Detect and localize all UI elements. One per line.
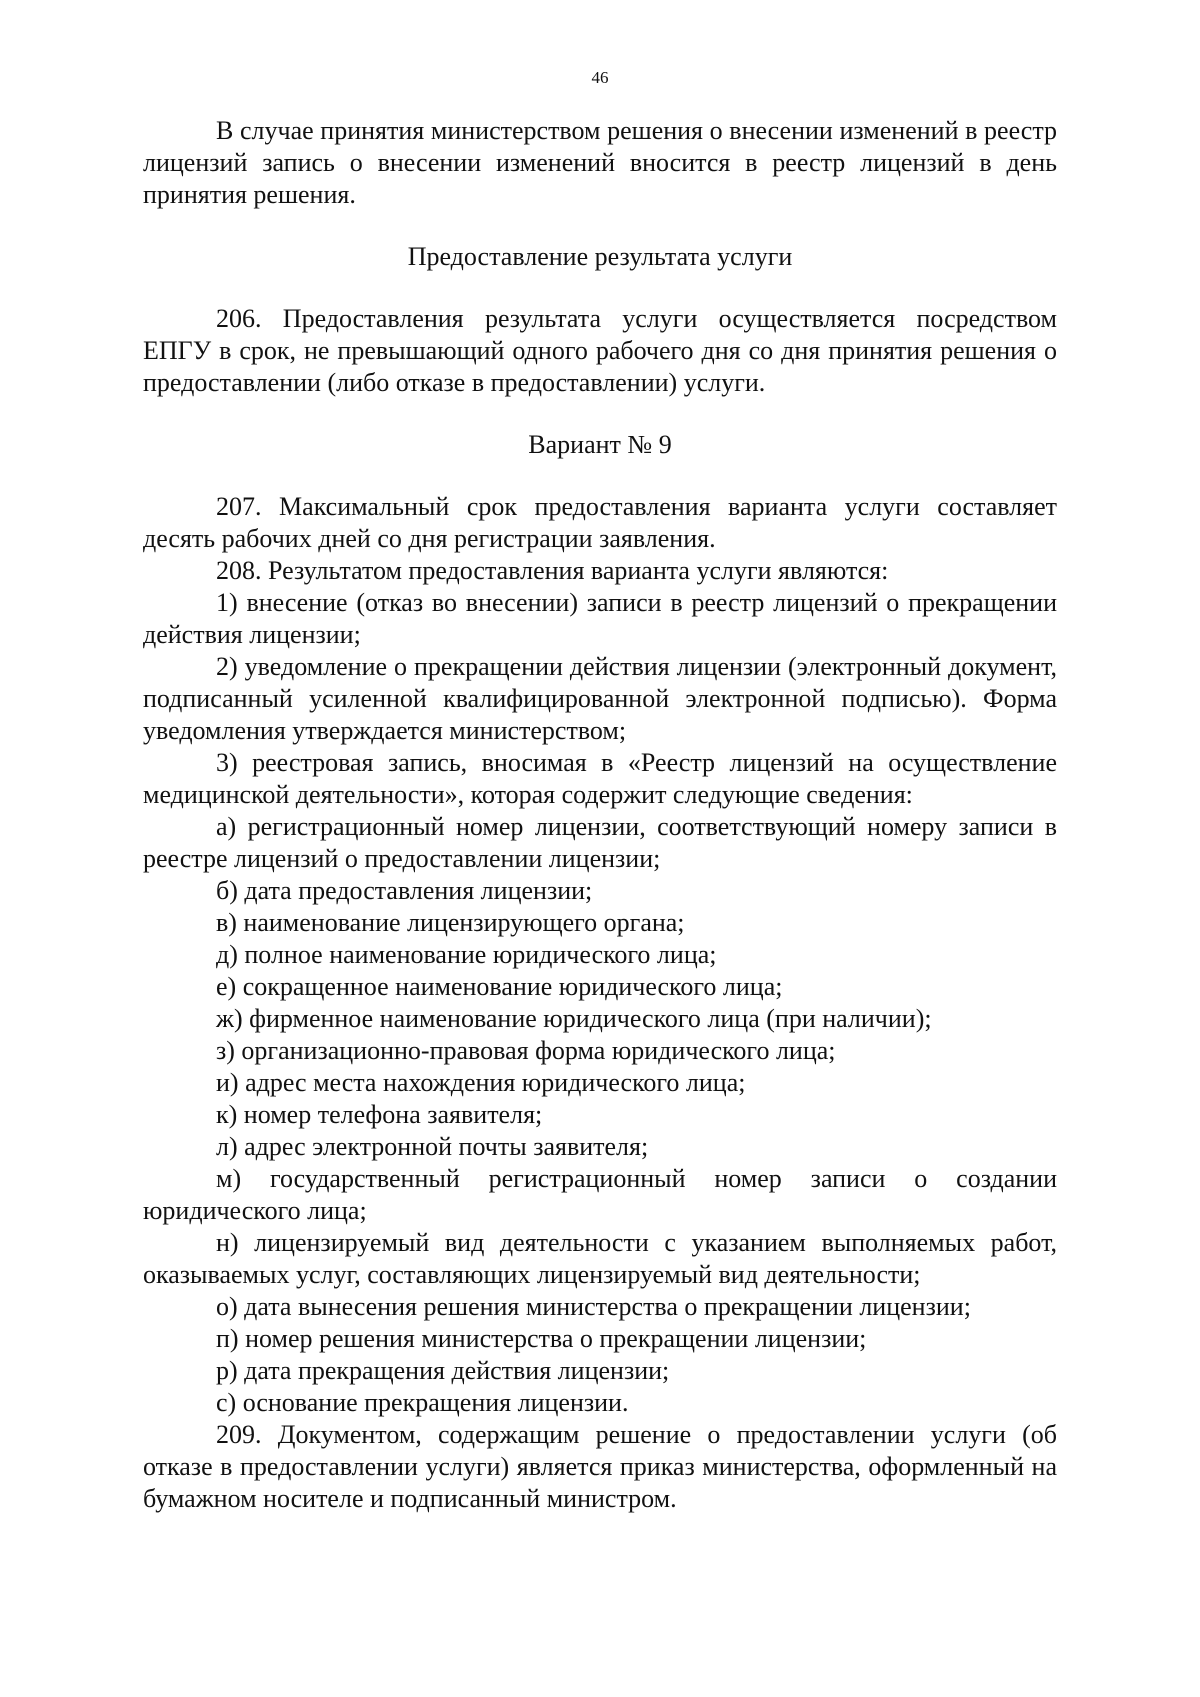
- paragraph-208-item-3: 3) реестровая запись, вносимая в «Реестр лицензий на осуществление медицинской деятельности», которая содержит следующие сведения:: [143, 748, 1057, 809]
- list-item-o: о) дата вынесения решения министерства о прекращении лицензии;: [216, 1292, 971, 1321]
- paragraph-208-item-1: 1) внесение (отказ во внесении) записи в реестр лицензий о прекращении действия лицензии;: [143, 588, 1057, 649]
- paragraph-208-item-2: 2) уведомление о прекращении действия лицензии (электронный документ, подписанный усиленной квалифицированной электронной подписью). Форма уведомления утверждается министерством;: [143, 652, 1057, 745]
- list-item-m: м) государственный регистрационный номер записи о создании юридического лица;: [143, 1164, 1057, 1225]
- paragraph-209: 209. Документом, содержащим решение о предоставлении услуги (об отказе в предоставлении услуги) является приказ министерства, оформленный на бумажном носителе и подписанный министром.: [143, 1420, 1057, 1513]
- list-item-a: а) регистрационный номер лицензии, соответствующий номеру записи в реестре лицензий о предоставлении лицензии;: [143, 812, 1057, 873]
- list-item-b: б) дата предоставления лицензии;: [216, 876, 593, 905]
- list-item-i: и) адрес места нахождения юридического лица;: [216, 1068, 746, 1097]
- list-item-d: д) полное наименование юридического лица;: [216, 940, 717, 969]
- paragraph-208: 208. Результатом предоставления варианта услуги являются:: [216, 556, 889, 585]
- section-heading-variant: Вариант № 9: [528, 430, 672, 459]
- document-body: [143, 115, 1057, 1515]
- list-item-p: п) номер решения министерства о прекращении лицензии;: [216, 1324, 867, 1353]
- list-item-s: с) основание прекращения лицензии.: [216, 1388, 629, 1417]
- list-item-zh: ж) фирменное наименование юридического лица (при наличии);: [216, 1004, 932, 1033]
- list-item-r: р) дата прекращения действия лицензии;: [216, 1356, 670, 1385]
- list-item-l: л) адрес электронной почты заявителя;: [216, 1132, 649, 1161]
- list-item-z: з) организационно-правовая форма юридического лица;: [216, 1036, 836, 1065]
- section-heading-result: Предоставление результата услуги: [407, 242, 793, 271]
- list-item-e: е) сокращенное наименование юридического лица;: [216, 972, 783, 1001]
- paragraph-intro: В случае принятия министерством решения о внесении изменений в реестр лицензий запись о внесении изменений вносится в реестр лицензий в день принятия решения.: [143, 116, 1057, 209]
- list-item-k: к) номер телефона заявителя;: [216, 1100, 543, 1129]
- list-item-v: в) наименование лицензирующего органа;: [216, 908, 685, 937]
- paragraph-207: 207. Максимальный срок предоставления варианта услуги составляет десять рабочих дней со дня регистрации заявления.: [143, 492, 1057, 553]
- page-number: 46: [591, 68, 609, 87]
- list-item-n: н) лицензируемый вид деятельности с указанием выполняемых работ, оказываемых услуг, составляющих лицензируемый вид деятельности;: [143, 1228, 1057, 1289]
- paragraph-206: 206. Предоставления результата услуги осуществляется посредством ЕПГУ в срок, не превышающий одного рабочего дня со дня принятия решения о предоставлении (либо отказе в предоставлении) услуги.: [143, 304, 1057, 397]
